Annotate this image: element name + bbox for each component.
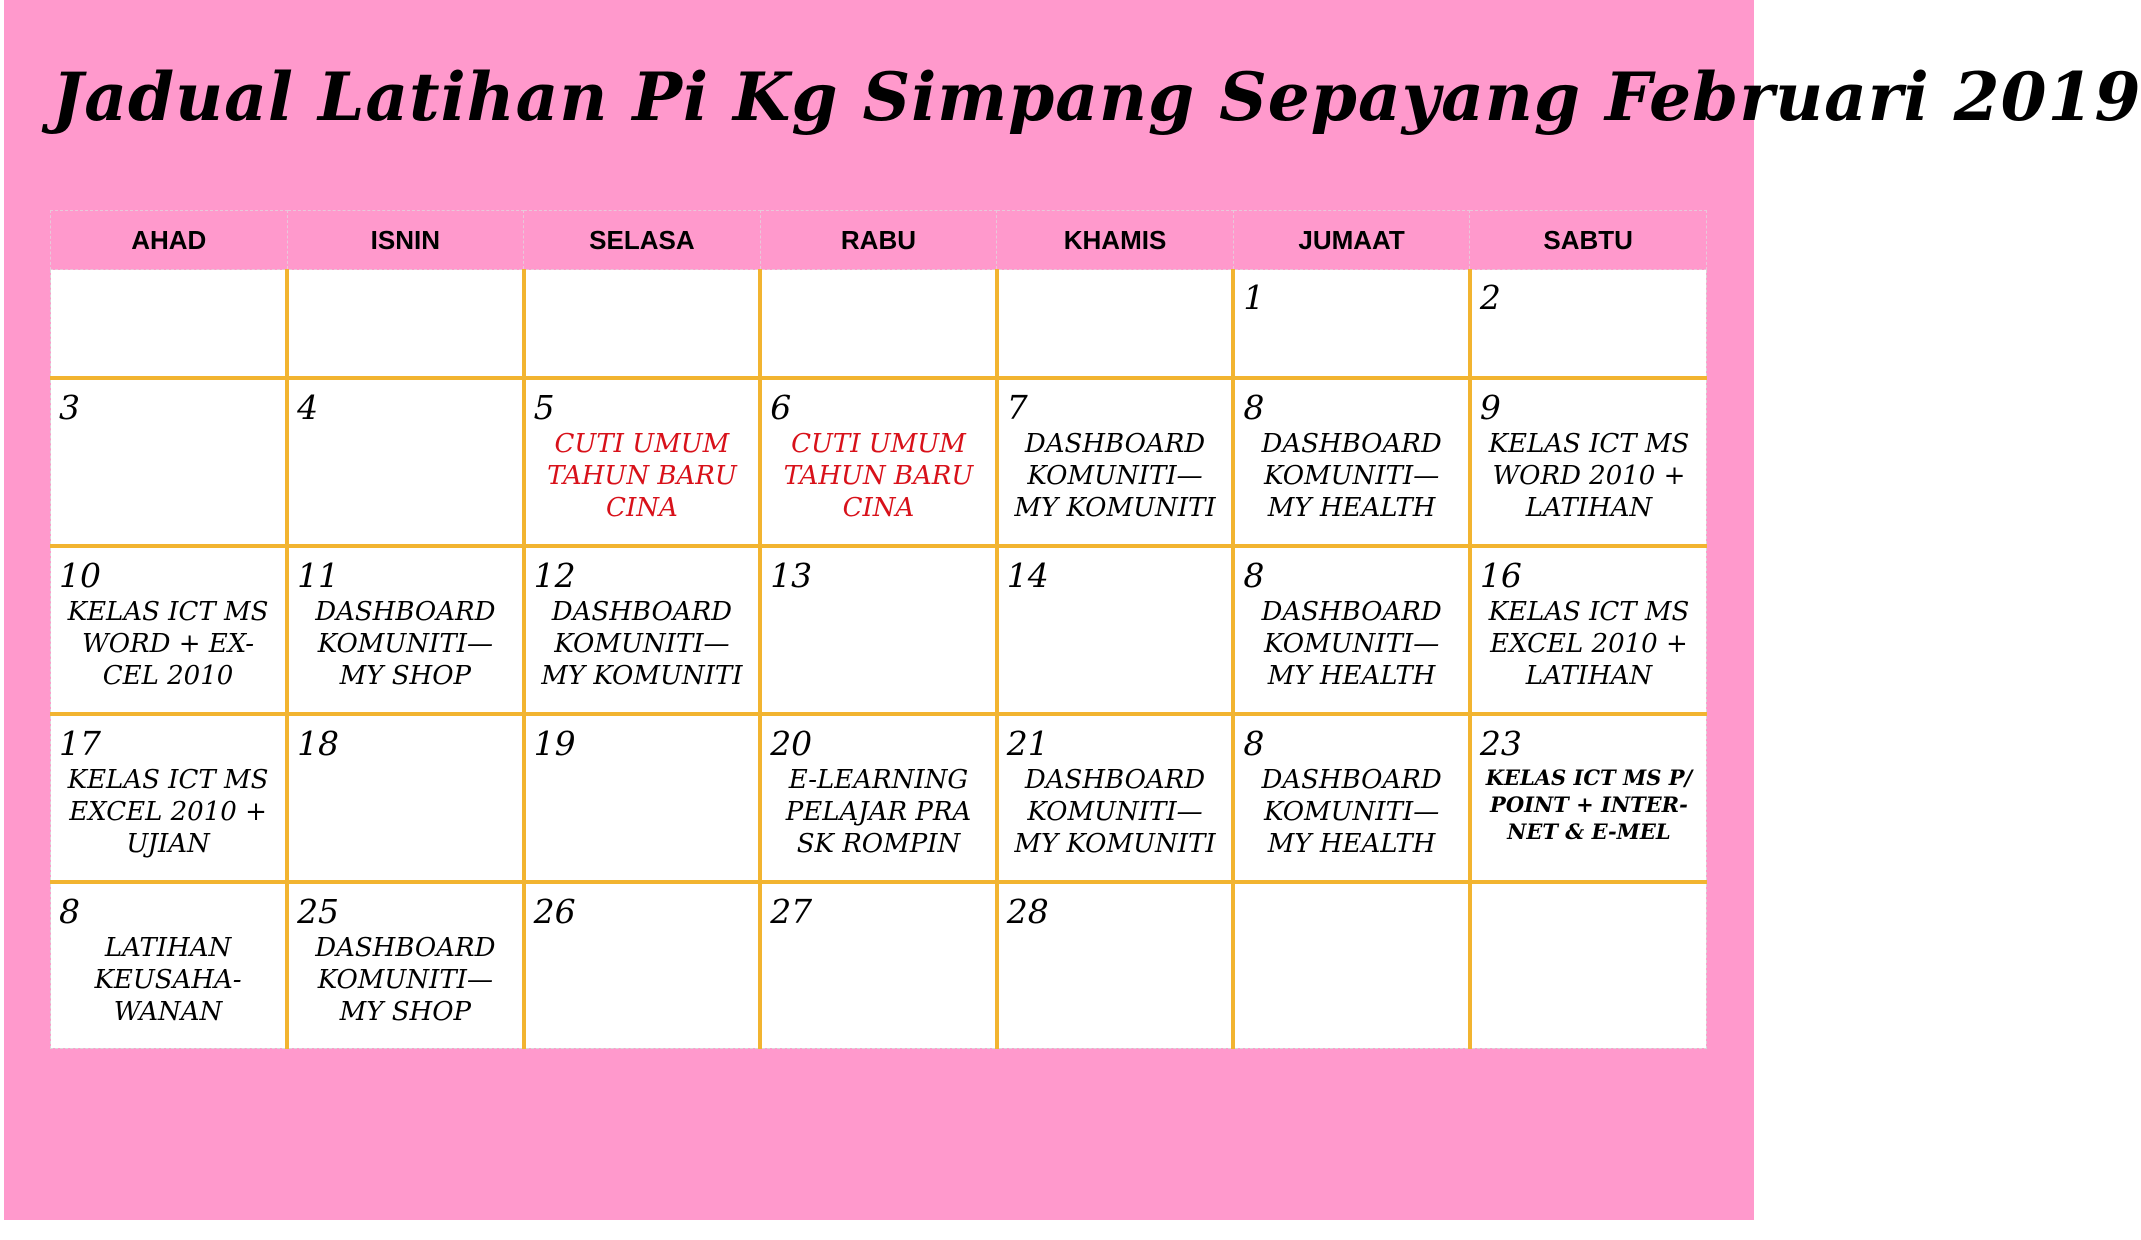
day-cell (997, 546, 1234, 714)
day-cell (1233, 882, 1470, 1049)
day-number: 12 (533, 556, 576, 595)
day-cell (524, 714, 761, 882)
day-cell (1233, 378, 1470, 546)
weekday-header-row (51, 211, 1707, 270)
day-number: 10 (59, 556, 101, 595)
day-cell (524, 378, 761, 546)
day-number (1472, 884, 1706, 932)
day-cell (1470, 270, 1707, 379)
day-cell (1470, 546, 1707, 714)
day-cell (997, 378, 1234, 546)
header-khamis: KHAMIS (997, 211, 1234, 270)
event-label: DASHBOARD KOMUNITI— MY HEALTH (1261, 765, 1442, 859)
day-cell (287, 546, 524, 714)
day-number: 21 (1006, 724, 1049, 763)
header-sabtu: SABTU (1470, 211, 1707, 270)
holiday-label: CUTI UMUM TAHUN BARU CINA (783, 429, 974, 523)
day-number: 8 (1243, 556, 1265, 595)
day-number: 2 (1479, 278, 1501, 317)
day-cell (760, 546, 997, 714)
day-cell (997, 882, 1234, 1049)
day-number: 5 (533, 388, 555, 427)
day-number: 8 (59, 892, 80, 931)
event-label: DASHBOARD KOMUNITI— MY HEALTH (1261, 597, 1442, 691)
event-label: LATIHAN KEUSAHA- WANAN (94, 933, 242, 1027)
day-cell (997, 270, 1234, 379)
event-label: DASHBOARD KOMUNITI— MY KOMUNITI (541, 597, 743, 691)
event-label: DASHBOARD KOMUNITI— MY SHOP (315, 597, 496, 691)
day-cell (1470, 882, 1707, 1049)
day-number: 18 (297, 724, 340, 763)
day-number: 20 (770, 724, 813, 763)
event-label: KELAS ICT MS EXCEL 2010 + LATIHAN (1488, 597, 1690, 691)
day-number: 6 (770, 388, 792, 427)
day-cell (1233, 546, 1470, 714)
header-ahad: AHAD (51, 211, 288, 270)
day-number: 3 (59, 388, 80, 427)
event-label: DASHBOARD KOMUNITI— MY KOMUNITI (1014, 765, 1216, 859)
day-number: 17 (59, 724, 101, 763)
day-cell (287, 378, 524, 546)
week-row (51, 546, 1707, 714)
day-cell (1233, 270, 1470, 379)
day-number: 27 (770, 892, 813, 931)
week-row (51, 714, 1707, 882)
day-number: 13 (770, 556, 813, 595)
day-cell (760, 714, 997, 882)
day-number: 23 (1479, 724, 1522, 763)
day-number: 7 (1006, 388, 1028, 427)
day-number (526, 270, 759, 318)
calendar-grid (50, 210, 1707, 1049)
week-row (51, 882, 1707, 1049)
event-label: DASHBOARD KOMUNITI— MY HEALTH (1261, 429, 1442, 523)
day-cell (760, 378, 997, 546)
day-number: 8 (1243, 724, 1265, 763)
event-label: KELAS ICT MS P/ POINT + INTER- NET & E-MEL (1485, 765, 1693, 844)
day-number: 1 (1243, 278, 1265, 317)
day-number: 4 (297, 388, 319, 427)
day-number: 16 (1479, 556, 1522, 595)
day-cell (287, 270, 524, 379)
day-number (289, 270, 522, 318)
day-cell (997, 714, 1234, 882)
event-label: E-LEARNING PELAJAR PRA SK ROMPIN (785, 765, 972, 859)
week-row (51, 378, 1707, 546)
day-number (51, 270, 285, 318)
header-rabu: RABU (760, 211, 997, 270)
holiday-label: CUTI UMUM TAHUN BARU CINA (547, 429, 737, 523)
day-cell (760, 270, 997, 379)
day-cell (524, 882, 761, 1049)
day-cell (51, 546, 288, 714)
day-cell (524, 270, 761, 379)
day-number: 14 (1006, 556, 1049, 595)
day-number: 19 (533, 724, 576, 763)
header-jumaat: JUMAAT (1233, 211, 1470, 270)
day-cell (51, 882, 288, 1049)
day-number (762, 270, 995, 318)
day-cell (51, 714, 288, 882)
header-isnin: ISNIN (287, 211, 524, 270)
header-selasa: SELASA (524, 211, 761, 270)
day-number: 11 (297, 556, 340, 595)
event-label: KELAS ICT MS WORD 2010 + LATIHAN (1488, 429, 1690, 523)
day-cell (51, 270, 288, 379)
day-number (999, 270, 1232, 318)
day-cell (287, 882, 524, 1049)
day-cell (1470, 378, 1707, 546)
day-cell (1470, 714, 1707, 882)
day-number: 28 (1006, 892, 1049, 931)
event-label: DASHBOARD KOMUNITI— MY SHOP (315, 933, 496, 1027)
day-number: 9 (1479, 388, 1501, 427)
event-label: KELAS ICT MS WORD + EX- CEL 2010 (67, 597, 269, 691)
event-label: DASHBOARD KOMUNITI— MY KOMUNITI (1014, 429, 1216, 523)
page-title: Jadual Latihan Pi Kg Simpang Sepayang Februari 2019 (52, 58, 2141, 136)
event-label: KELAS ICT MS EXCEL 2010 + UJIAN (67, 765, 269, 859)
week-row (51, 270, 1707, 379)
day-cell (1233, 714, 1470, 882)
day-cell (51, 378, 288, 546)
day-cell (524, 546, 761, 714)
day-number: 26 (533, 892, 576, 931)
day-number: 8 (1243, 388, 1265, 427)
day-number: 25 (297, 892, 340, 931)
day-number (1235, 884, 1468, 932)
day-cell (287, 714, 524, 882)
day-cell (760, 882, 997, 1049)
